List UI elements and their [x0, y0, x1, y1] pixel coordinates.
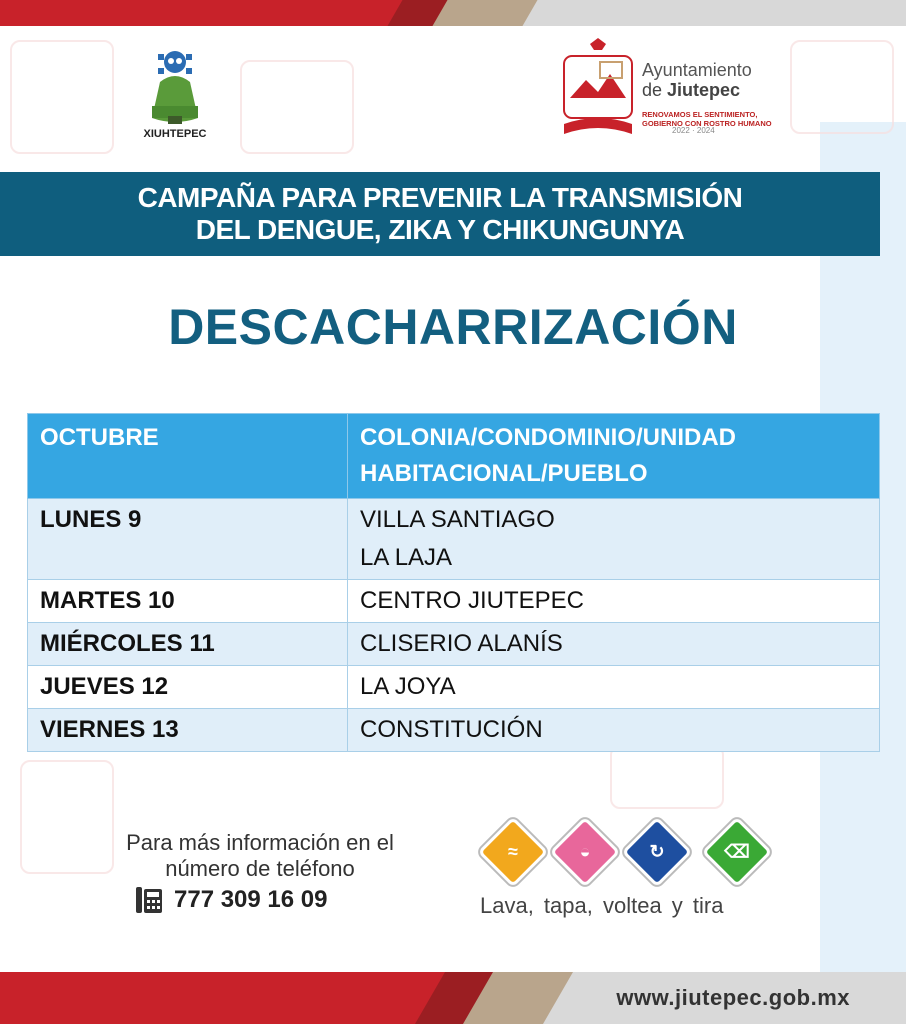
page-title: DESCACHARRIZACIÓN [168, 299, 738, 355]
row-day: MIÉRCOLES 11 [28, 623, 348, 666]
schedule-table [27, 413, 880, 752]
row-place: CONSTITUCIÓN [348, 709, 880, 752]
campaign-banner [0, 172, 880, 256]
top-tan-stripe [432, 0, 537, 26]
table-row [28, 666, 880, 709]
background-decoration [790, 40, 894, 134]
table-header-row [28, 414, 880, 499]
contact-info: Para más información en el número de teléfono [126, 830, 394, 881]
table-row [28, 499, 880, 580]
banner-line-2: DEL DENGUE, ZIKA Y CHIKUNGUNYA [195, 214, 685, 245]
website-link[interactable]: www.jiutepec.gob.mx [616, 985, 850, 1010]
row-day: LUNES 9 [28, 499, 348, 580]
background-decoration [240, 60, 354, 154]
administration-years: 2022 · 2024 [672, 126, 715, 135]
tapa-cover-icon: ◒ [550, 817, 621, 888]
bottom-red-band [0, 972, 450, 1024]
row-day: JUEVES 12 [28, 666, 348, 709]
background-decoration [610, 745, 724, 809]
jiutepec-crest-icon [560, 38, 636, 142]
tira-discard-icon: ⌫ [702, 817, 773, 888]
phone-number: 777 309 16 09 [136, 885, 327, 915]
ayuntamiento-jiutepec-logo [560, 38, 780, 143]
table-row [28, 709, 880, 752]
jiutepec-label: de Jiutepec [642, 80, 741, 100]
row-day: VIERNES 13 [28, 709, 348, 752]
action-slogan: Lava, tapa, voltea y tira [480, 893, 724, 918]
background-decoration [10, 40, 114, 154]
lava-wash-icon: ≈ [478, 817, 549, 888]
table-row [28, 580, 880, 623]
xiuhtepec-label: XIUHTEPEC [143, 128, 207, 140]
row-day: MARTES 10 [28, 580, 348, 623]
banner-line-1: CAMPAÑA PARA PREVENIR LA TRANSMISIÓN [137, 182, 743, 213]
voltea-flip-icon: ↻ [622, 817, 693, 888]
row-place: CENTRO JIUTEPEC [348, 580, 880, 623]
header-day: OCTUBRE [28, 414, 348, 499]
row-place: LA JOYA [348, 666, 880, 709]
row-place: CLISERIO ALANÍS [348, 623, 880, 666]
table-row [28, 623, 880, 666]
row-place: VILLA SANTIAGO LA LAJA [348, 499, 880, 580]
header-place: COLONIA/CONDOMINIO/UNIDAD HABITACIONAL/PUEBLO [348, 414, 880, 499]
telephone-icon [136, 885, 162, 915]
ayuntamiento-label: Ayuntamiento [642, 60, 752, 80]
xiuhtepec-logo [120, 46, 230, 146]
prevention-actions [480, 823, 780, 883]
government-slogan: RENOVAMOS EL SENTIMIENTO, GOBIERNO CON ROSTRO HUMANO [642, 110, 772, 128]
top-red-band [0, 0, 420, 26]
